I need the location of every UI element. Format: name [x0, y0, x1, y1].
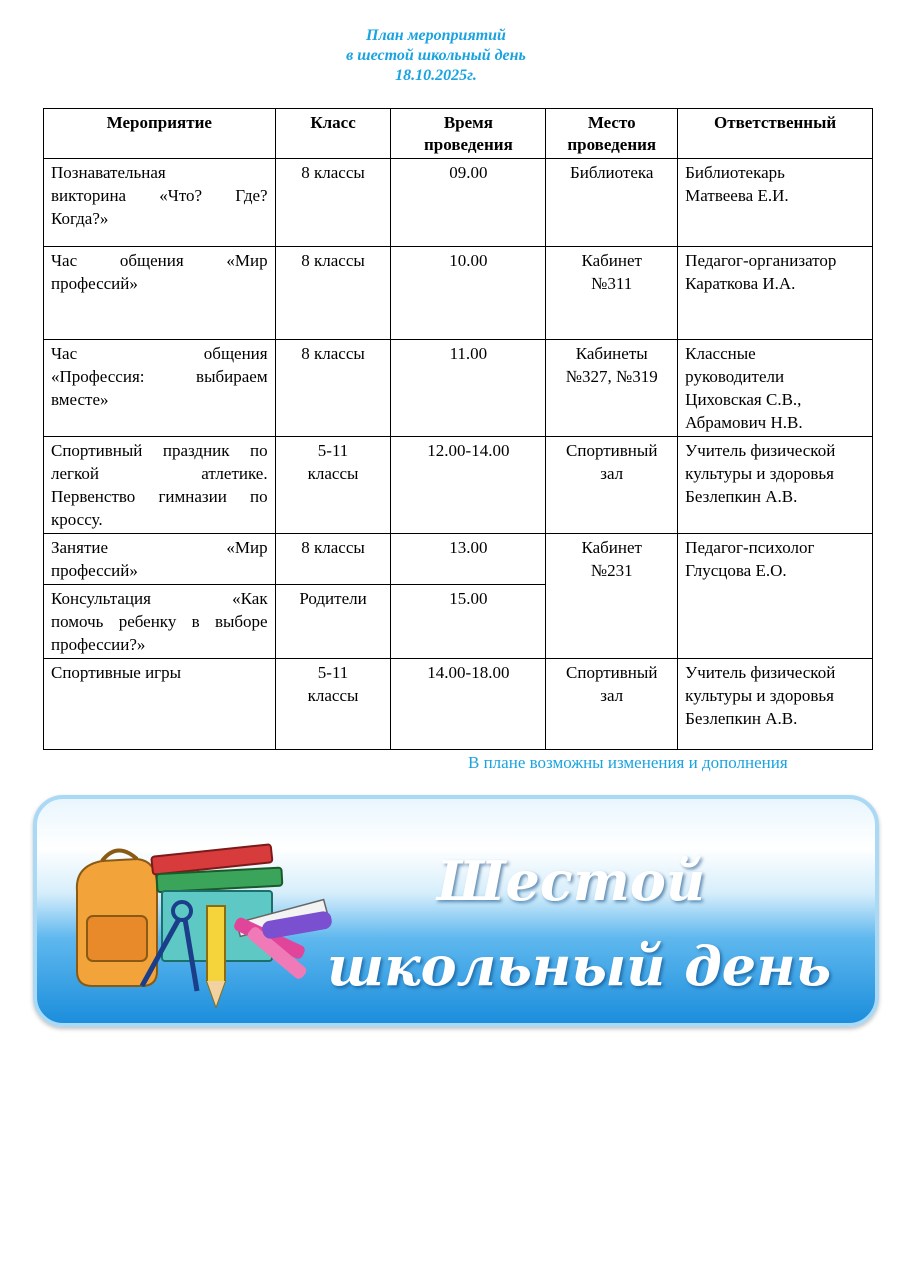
cell-place: Библиотека — [546, 159, 678, 247]
table-header-row — [44, 109, 873, 159]
cell-event: Спортивный праздник по легкой атлетике. Первенство гимназии по кроссу. — [44, 437, 276, 534]
cell-place: Кабинеты №327, №319 — [546, 340, 678, 437]
cell-event: Занятие «Мир профессий» — [44, 534, 276, 585]
cell-place: Кабинет №311 — [546, 247, 678, 340]
cell-class: 8 классы — [275, 247, 391, 340]
header-time: Время проведения — [391, 109, 546, 159]
header-responsible: Ответственный — [678, 109, 873, 159]
table-row — [44, 247, 873, 340]
cell-time: 11.00 — [391, 340, 546, 437]
table-row — [44, 534, 873, 585]
sixth-school-day-banner — [33, 795, 879, 1027]
cell-responsible: Учитель физической культуры и здоровья Безлепкин А.В. — [678, 659, 873, 750]
cell-responsible: Педагог-организатор Караткова И.А. — [678, 247, 873, 340]
cell-responsible: Классные руководители Циховская С.В., Абрамович Н.В. — [678, 340, 873, 437]
cell-time: 13.00 — [391, 534, 546, 585]
table-row — [44, 159, 873, 247]
title-line-2: в шестой школьный день — [346, 47, 526, 64]
cell-place: Спортивный зал — [546, 437, 678, 534]
title-line-1: План мероприятий — [366, 27, 506, 44]
table-row — [44, 437, 873, 534]
header-class: Класс — [275, 109, 391, 159]
cell-time: 15.00 — [391, 585, 546, 659]
cell-class: 8 классы — [275, 159, 391, 247]
table-row — [44, 659, 873, 750]
cell-time: 12.00-14.00 — [391, 437, 546, 534]
cell-place: Спортивный зал — [546, 659, 678, 750]
cell-event: Час общения «Профессия: выбираем вместе» — [44, 340, 276, 437]
cell-time: 10.00 — [391, 247, 546, 340]
cell-event: Познавательная викторина «Что? Где? Когда?» — [44, 159, 276, 247]
banner-title-line-1: Шестой — [437, 849, 706, 913]
document-title — [0, 26, 872, 86]
cell-event: Спортивные игры — [44, 659, 276, 750]
cell-responsible: Педагог-психолог Глусцова Е.О. — [678, 534, 873, 659]
cell-class: 8 классы — [275, 340, 391, 437]
changes-note: В плане возможны изменения и дополнения — [468, 753, 788, 772]
cell-event: Час общения «Мир профессий» — [44, 247, 276, 340]
cell-class: 5-11 классы — [275, 437, 391, 534]
cell-place: Кабинет №231 — [546, 534, 678, 659]
header-event: Мероприятие — [44, 109, 276, 159]
cell-responsible: Учитель физической культуры и здоровья Безлепкин А.В. — [678, 437, 873, 534]
header-place: Место проведения — [546, 109, 678, 159]
cell-responsible: Библиотекарь Матвеева Е.И. — [678, 159, 873, 247]
cell-class: Родители — [275, 585, 391, 659]
cell-class: 5-11 классы — [275, 659, 391, 750]
banner-title-line-2: школьный день — [327, 934, 832, 998]
events-table — [43, 108, 873, 750]
cell-event: Консультация «Как помочь ребенку в выборе профессии?» — [44, 585, 276, 659]
school-supplies-icon — [57, 821, 347, 1021]
title-line-3: 18.10.2025г. — [395, 67, 477, 84]
cell-class: 8 классы — [275, 534, 391, 585]
table-row — [44, 340, 873, 437]
cell-time: 14.00-18.00 — [391, 659, 546, 750]
cell-time: 09.00 — [391, 159, 546, 247]
